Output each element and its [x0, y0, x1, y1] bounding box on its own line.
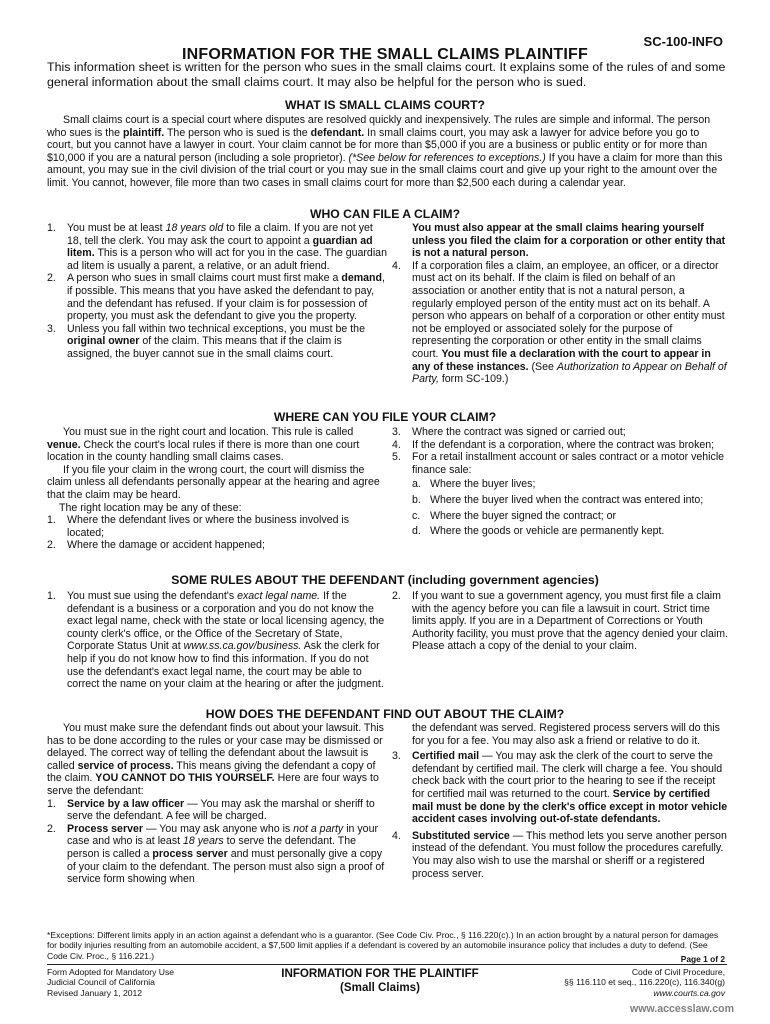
- section-heading-where: WHERE CAN YOU FILE YOUR CLAIM?: [273, 410, 497, 424]
- rules-left-column: [47, 590, 387, 691]
- where-item-4: 4. If the defendant is a corporation, where the contract was broken;: [392, 438, 715, 451]
- how-service-paragraph: You must make sure the defendant finds out about your lawsuit. This has to be done according to the rules or your case may be dismissed or delayed. The correct way of telling the defendant about the lawsuit is called service of process. This means giving the defendant a copy of the claim. YOU CANNOT DO THIS YOURSELF. Here are four ways to serve the defendant:: [47, 722, 384, 797]
- who-item-2: 2. A person who sues in small claims court must first make a demand, if possible. This means that you have asked the defendant to pay, and the defendant has refused. If your claim is for possession of property, you must ask the defendant to give you the property.: [47, 272, 385, 323]
- where-left-column: [47, 426, 387, 552]
- who-item-1: 1. You must be at least 18 years old to file a claim. If you are not yet 18, tell the clerk. You may ask the court to appoint a guardian ad litem. This is a person who will act for you in the case. The guardian ad litem is usually a parent, a relative, or an adult friend.: [47, 222, 387, 272]
- where-item-1: 1. Where the defendant lives or where the business involved is located;: [47, 514, 350, 539]
- rules-item-2: 2. If you want to sue a government agency, you must first file a claim with the agency before you can file a lawsuit in court. Strict time limits apply. If you are in a Department of Corrections or Youth Authority facility, you must prove that the agency denied your claim. Please attach a copy of the denial to your claim.: [392, 590, 729, 653]
- watermark-url[interactable]: www.accesslaw.com: [629, 1003, 734, 1015]
- page-title: INFORMATION FOR THE SMALL CLAIMS PLAINTIFF: [182, 46, 588, 63]
- section-heading-who: WHO CAN FILE A CLAIM?: [309, 207, 461, 221]
- how-item-2: 2. Process server — You may ask anyone who is not a party in your case and who is at least 18 years to serve the defendant. The person is called a process server and must personally give a copy of your claim to the defendant. The person must also sign a proof of service form showing when: [47, 822, 385, 886]
- where-item-2: 2. Where the damage or accident happened;: [47, 539, 265, 552]
- how-process-server-continued: the defendant was served. Registered process servers will do this for you for a fee. You may also ask a friend or relative to do it.: [412, 722, 720, 747]
- section-heading-how: HOW DOES THE DEFENDANT FIND OUT ABOUT THE CLAIM?: [205, 707, 565, 721]
- how-item-4: 4. Substituted service — This method lets you serve another person instead of the defendant. You must follow the procedures carefully. You may also wish to use the marshal or sheriff or a registered process server.: [392, 829, 727, 880]
- where-sub-d: d. Where the goods or vehicle are permanently kept.: [412, 525, 665, 538]
- footer-divider: [47, 964, 727, 965]
- who-left-column: [47, 222, 387, 361]
- who-right-column: [392, 222, 728, 386]
- where-venue-paragraph: You must sue in the right court and location. This rule is called venue. Check the court's local rules if there is more than one court location in the county handling small claims cases.: [47, 426, 360, 464]
- who-item-4: 4. If a corporation files a claim, an employee, an officer, or a director must act on its behalf. If the claim is filed on behalf of an association or another entity that is not a natural person, a regularly employed person of the entity must act on its behalf. A person who appears on behalf of a corporation or other entity must not be employed or associated solely for the purpose of representing the corporation or other entity in the small claims court. You must file a declaration with the court to appear in any of these instances. (See Authorization to Appear on Behalf of Party, form SC-109.): [392, 259, 727, 386]
- section-heading-what: WHAT IS SMALL CLAIMS COURT?: [285, 98, 485, 112]
- footer-left: Form Adopted for Mandatory Use Judicial Council of California Revised January 1, 2012: [47, 967, 175, 998]
- form-code: SC-100-INFO: [643, 34, 723, 49]
- rules-item-1: 1. You must sue using the defendant's exact legal name. If the defendant is a business or a corporation and you do not know the exact legal name, check with the state or local licensing agency, the county clerk's office, or the Office of the Secretary of State, Corporate Status Unit at www.ss.ca.gov/business. Ask the clerk for help if you do not know how to find this information. If you do not use the defendant's exact legal name, the court may be able to correct the name on your claim at the hearing or after the judgment.: [47, 590, 385, 691]
- how-item-3: 3. Certified mail — You may ask the clerk of the court to serve the defendant by certified mail. The clerk will charge a fee. You should check back with the court prior to the hearing to see if the receipt for certified mail was returned to the court. Service by certified mail must be done by the clerk's office except in motor vehicle accident cases involving out-of-state defendants.: [392, 750, 728, 826]
- exceptions-note: *Exceptions: Different limits apply in an action against a defendant who is a guarantor. (See Code Civ. Proc., § 116.220(c).) In an action brought by a natural person for damages for bodily injuries resulting from an automobile accident, a $7,500 limit applies if a defendant is covered by an automobile insurance policy that includes a duty to defend. (See Code Civ. Proc., § 116.221.): [47, 930, 719, 961]
- section-heading-rules: SOME RULES ABOUT THE DEFENDANT (including government agencies): [171, 573, 599, 587]
- intro-paragraph: This information sheet is written for the person who sues in the small claims court. It explains some of the rules of and some general information about the small claims court. It may also be helpful for the person who is sued.: [47, 60, 726, 89]
- who-item-3: 3. Unless you fall within two technical exceptions, you must be the original owner of the claim. This means that if the claim is assigned, the buyer cannot sue in the small claims court.: [47, 322, 365, 360]
- where-sub-b: b. Where the buyer lived when the contract was entered into;: [412, 493, 704, 506]
- where-item-3: 3. Where the contract was signed or carried out;: [392, 426, 626, 438]
- where-item-5: 5. For a retail installment account or sales contract or a motor vehicle finance sale:: [392, 451, 725, 476]
- how-item-1: 1. Service by a law officer — You may ask the marshal or sheriff to serve the defendant. A fee will be charged.: [47, 797, 375, 823]
- how-left-column: [47, 722, 387, 886]
- footer-center: INFORMATION FOR THE PLAINTIFF (Small Claims): [281, 967, 479, 994]
- footer-right: Code of Civil Procedure, §§ 116.110 et seq., 116.220(c), 116.340(g) www.courts.ca.gov: [564, 967, 725, 998]
- where-right-column: [392, 426, 728, 538]
- what-paragraph: Small claims court is a special court where disputes are resolved quickly and inexpensively. The rules are simple and informal. The person who sues is the plaintiff. The person who is sued is the defendant. In small claims court, you may ask a lawyer for advice before you go to court, but you cannot have a lawyer in court. Your claim cannot be for more than $5,000 if you are a business or public entity or for more than $10,000 if you are a natural person (including a sole proprietor). (*See below for references to exceptions.) If you have a claim for more than this amount, you may sue in the civil division of the trial court or you may sue in the small claims court and give up your right to the amount over the limit. You cannot, however, file more than two cases in small claims court for more than $2,500 each during a calendar year.: [47, 114, 723, 189]
- rules-right-column: [392, 590, 728, 653]
- where-right-location: The right location may be any of these:: [59, 501, 242, 514]
- where-sub-c: c. Where the buyer signed the contract; or: [412, 509, 617, 522]
- who-appear-note: You must also appear at the small claims hearing yourself unless you filed the claim for a corporation or other entity that is not a natural person.: [412, 222, 726, 260]
- page-number: Page 1 of 2: [680, 954, 725, 964]
- where-sub-a: a. Where the buyer lives;: [412, 478, 536, 491]
- where-wrong-court-paragraph: If you file your claim in the wrong court, the court will dismiss the claim unless all defendants personally appear at the hearing and agree that the claim may be heard.: [47, 463, 380, 501]
- how-right-column: [392, 722, 728, 880]
